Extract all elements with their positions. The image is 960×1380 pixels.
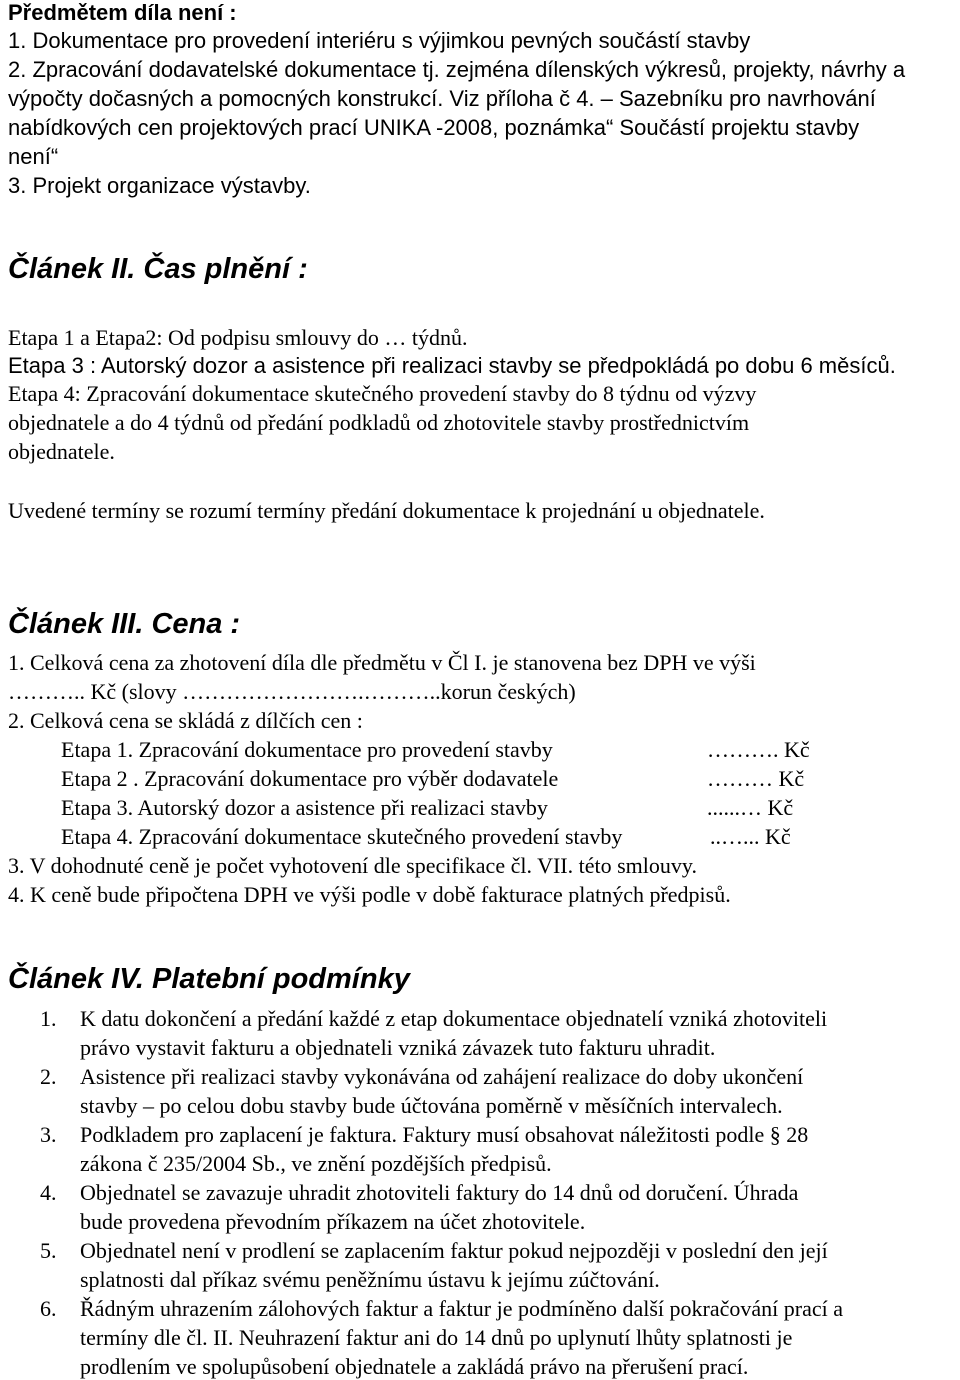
paragraph-line: 2. Celková cena se skládá z dílčích cen : <box>8 708 363 733</box>
stage-label: Etapa 2 . Zpracování dokumentace pro výběr dodavatele <box>61 766 559 791</box>
paragraph-line: Etapa 3 : Autorský dozor a asistence při realizaci stavby se předpokládá po dobu 6 měsíců. <box>8 353 896 378</box>
stage-amount: ......… Kč <box>707 795 794 820</box>
list-text: termíny dle čl. II. Neuhrazení faktur ani do 14 dnů po uplynutí lhůty splatnosti je <box>80 1325 793 1350</box>
paragraph-line: nabídkových cen projektových prací UNIKA -2008, poznámka“ Součástí projektu stavby <box>8 115 860 140</box>
paragraph-line: 3. Projekt organizace výstavby. <box>8 173 311 198</box>
paragraph-line: Etapa 1 a Etapa2: Od podpisu smlouvy do … týdnů. <box>8 325 468 350</box>
list-text: Podkladem pro zaplacení je faktura. Faktury musí obsahovat náležitosti podle § 28 <box>80 1122 809 1147</box>
list-number: 6. <box>40 1296 57 1321</box>
stage-label: Etapa 4. Zpracování dokumentace skutečného provedení stavby <box>61 824 623 849</box>
paragraph-line: 1. Celková cena za zhotovení díla dle předmětu v Čl I. je stanovena bez DPH ve výši <box>8 650 756 675</box>
list-number: 5. <box>40 1238 57 1263</box>
article-heading-iv: Článek IV. Platební podmínky <box>8 963 410 995</box>
stage-amount: ..…... Kč <box>710 824 791 849</box>
list-number: 3. <box>40 1122 57 1147</box>
list-number: 1. <box>40 1006 57 1031</box>
stage-label: Etapa 3. Autorský dozor a asistence při realizaci stavby <box>61 795 548 820</box>
list-text: právo vystavit fakturu a objednateli vzniká závazek tuto fakturu uhradit. <box>80 1035 716 1060</box>
paragraph-line: objednatele. <box>8 439 115 464</box>
list-number: 4. <box>40 1180 57 1205</box>
article-heading-iii: Článek III. Cena : <box>8 608 241 640</box>
paragraph-line: Uvedené termíny se rozumí termíny předání dokumentace k projednání u objednatele. <box>8 498 765 523</box>
list-number: 2. <box>40 1064 57 1089</box>
paragraph-line: 4. K ceně bude připočtena DPH ve výši podle v době fakturace platných předpisů. <box>8 882 731 907</box>
paragraph-line: objednatele a do 4 týdnů od předání podkladů od zhotovitele stavby prostřednictvím <box>8 410 750 435</box>
list-text: Objednatel není v prodlení se zaplacením faktur pokud nejpozději v poslední den její <box>80 1238 828 1263</box>
list-text: bude provedena převodním příkazem na účet zhotovitele. <box>80 1209 586 1234</box>
list-text: Asistence při realizaci stavby vykonávána od zahájení realizace do doby ukončení <box>80 1064 804 1089</box>
list-text: stavby – po celou dobu stavby bude účtována poměrně v měsíčních intervalech. <box>80 1093 783 1118</box>
list-text: K datu dokončení a předání každé z etap dokumentace objednatelí vzniká zhotoviteli <box>80 1006 828 1031</box>
paragraph-line: 3. V dohodnuté ceně je počet vyhotovení dle specifikace čl. VII. této smlouvy. <box>8 853 697 878</box>
list-text: zákona č 235/2004 Sb., ve znění pozdějších předpisů. <box>80 1151 552 1176</box>
list-text: prodlením ve spolupůsobení objednatele a zakládá právo na přerušení prací. <box>80 1354 749 1379</box>
list-text: Řádným uhrazením zálohových faktur a faktur je podmíněno další pokračování prací a <box>80 1296 844 1321</box>
list-text: Objednatel se zavazuje uhradit zhotoviteli faktury do 14 dnů od doručení. Úhrada <box>80 1180 799 1205</box>
paragraph-line: Etapa 4: Zpracování dokumentace skutečného provedení stavby do 8 týdnu od výzvy <box>8 381 757 406</box>
article-heading-ii: Článek II. Čas plnění : <box>8 253 308 285</box>
paragraph-line: 2. Zpracování dodavatelské dokumentace tj. zejména dílenských výkresů, projekty, návrhy a <box>8 57 906 82</box>
paragraph-line: ……….. Kč (slovy …………………….………..korun českých) <box>8 679 576 704</box>
stage-amount: ………. Kč <box>707 737 810 762</box>
stage-amount: ……… Kč <box>707 766 805 791</box>
paragraph-line: není“ <box>8 144 59 169</box>
list-text: splatnosti dal příkaz svému peněžnímu ústavu k jejímu zúčtování. <box>80 1267 660 1292</box>
section-heading-subject-excluded: Předmětem díla není : <box>8 0 237 25</box>
paragraph-line: 1. Dokumentace pro provedení interiéru s výjimkou pevných součástí stavby <box>8 28 751 53</box>
stage-label: Etapa 1. Zpracování dokumentace pro provedení stavby <box>61 737 553 762</box>
paragraph-line: výpočty dočasných a pomocných konstrukcí. Viz příloha č 4. – Sazebníku pro navrhování <box>8 86 876 111</box>
